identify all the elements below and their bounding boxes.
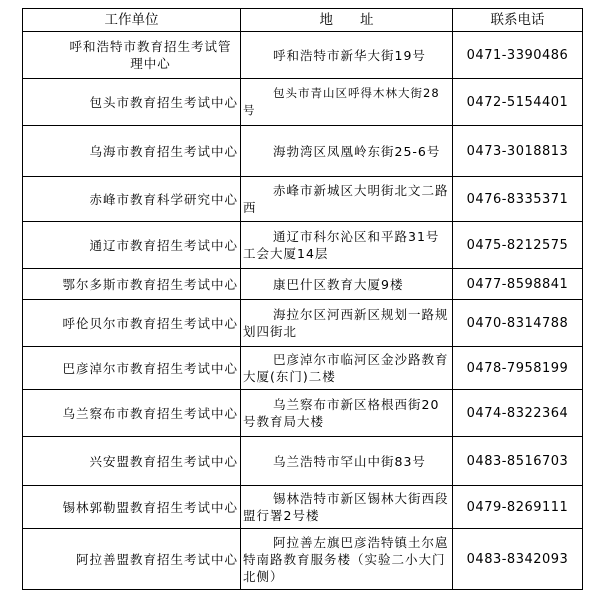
unit-cell: 赤峰市教育科学研究中心	[23, 177, 241, 222]
address-cell: 乌兰察布市新区格根西街20号教育局大楼	[241, 390, 453, 437]
phone-cell: 0478-7958199	[453, 347, 583, 390]
unit-cell: 乌兰察布市教育招生考试中心	[23, 390, 241, 437]
unit-cell: 阿拉善盟教育招生考试中心	[23, 529, 241, 590]
unit-cell: 巴彦淖尔市教育招生考试中心	[23, 347, 241, 390]
header-phone: 联系电话	[453, 9, 583, 32]
table-row	[23, 269, 583, 300]
table-row	[23, 177, 583, 222]
address-cell: 阿拉善左旗巴彦浩特镇土尔扈特南路教育服务楼（实验二小大门北侧）	[241, 529, 453, 590]
phone-cell: 0475-8212575	[453, 222, 583, 269]
phone-cell: 0483-8516703	[453, 437, 583, 486]
table-row	[23, 529, 583, 590]
phone-cell: 0474-8322364	[453, 390, 583, 437]
phone-cell: 0472-5154401	[453, 79, 583, 126]
unit-cell: 兴安盟教育招生考试中心	[23, 437, 241, 486]
phone-cell: 0470-8314788	[453, 300, 583, 347]
unit-cell: 锡林郭勒盟教育招生考试中心	[23, 486, 241, 529]
unit-cell: 乌海市教育招生考试中心	[23, 126, 241, 177]
table-row	[23, 437, 583, 486]
phone-cell: 0479-8269111	[453, 486, 583, 529]
address-cell: 赤峰市新城区大明街北文二路西	[241, 177, 453, 222]
table-row	[23, 79, 583, 126]
address-cell: 乌兰浩特市罕山中街83号	[241, 437, 453, 486]
table-row	[23, 390, 583, 437]
table-row	[23, 347, 583, 390]
table-row	[23, 126, 583, 177]
address-cell: 海勃湾区凤凰岭东街25-6号	[241, 126, 453, 177]
address-cell: 呼和浩特市新华大街19号	[241, 32, 453, 79]
address-cell: 锡林浩特市新区锡林大街西段盟行署2号楼	[241, 486, 453, 529]
unit-cell: 呼和浩特市教育招生考试管理中心	[23, 32, 241, 79]
table-row	[23, 32, 583, 79]
phone-cell: 0483-8342093	[453, 529, 583, 590]
table-row	[23, 486, 583, 529]
address-cell: 康巴什区教育大厦9楼	[241, 269, 453, 300]
unit-cell: 包头市教育招生考试中心	[23, 79, 241, 126]
unit-cell: 通辽市教育招生考试中心	[23, 222, 241, 269]
phone-cell: 0471-3390486	[453, 32, 583, 79]
address-cell: 包头市青山区呼得木林大街28号	[241, 79, 453, 126]
phone-cell: 0476-8335371	[453, 177, 583, 222]
header-unit: 工作单位	[23, 9, 241, 32]
header-address: 地 址	[241, 9, 453, 32]
address-cell: 通辽市科尔沁区和平路31号工会大厦14层	[241, 222, 453, 269]
unit-cell: 鄂尔多斯市教育招生考试中心	[23, 269, 241, 300]
table-row	[23, 222, 583, 269]
contact-table	[22, 8, 583, 590]
phone-cell: 0473-3018813	[453, 126, 583, 177]
table-header-row	[23, 9, 583, 32]
address-cell: 巴彦淖尔市临河区金沙路教育大厦(东门)二楼	[241, 347, 453, 390]
address-cell: 海拉尔区河西新区规划一路规划四街北	[241, 300, 453, 347]
unit-cell: 呼伦贝尔市教育招生考试中心	[23, 300, 241, 347]
phone-cell: 0477-8598841	[453, 269, 583, 300]
table-row	[23, 300, 583, 347]
